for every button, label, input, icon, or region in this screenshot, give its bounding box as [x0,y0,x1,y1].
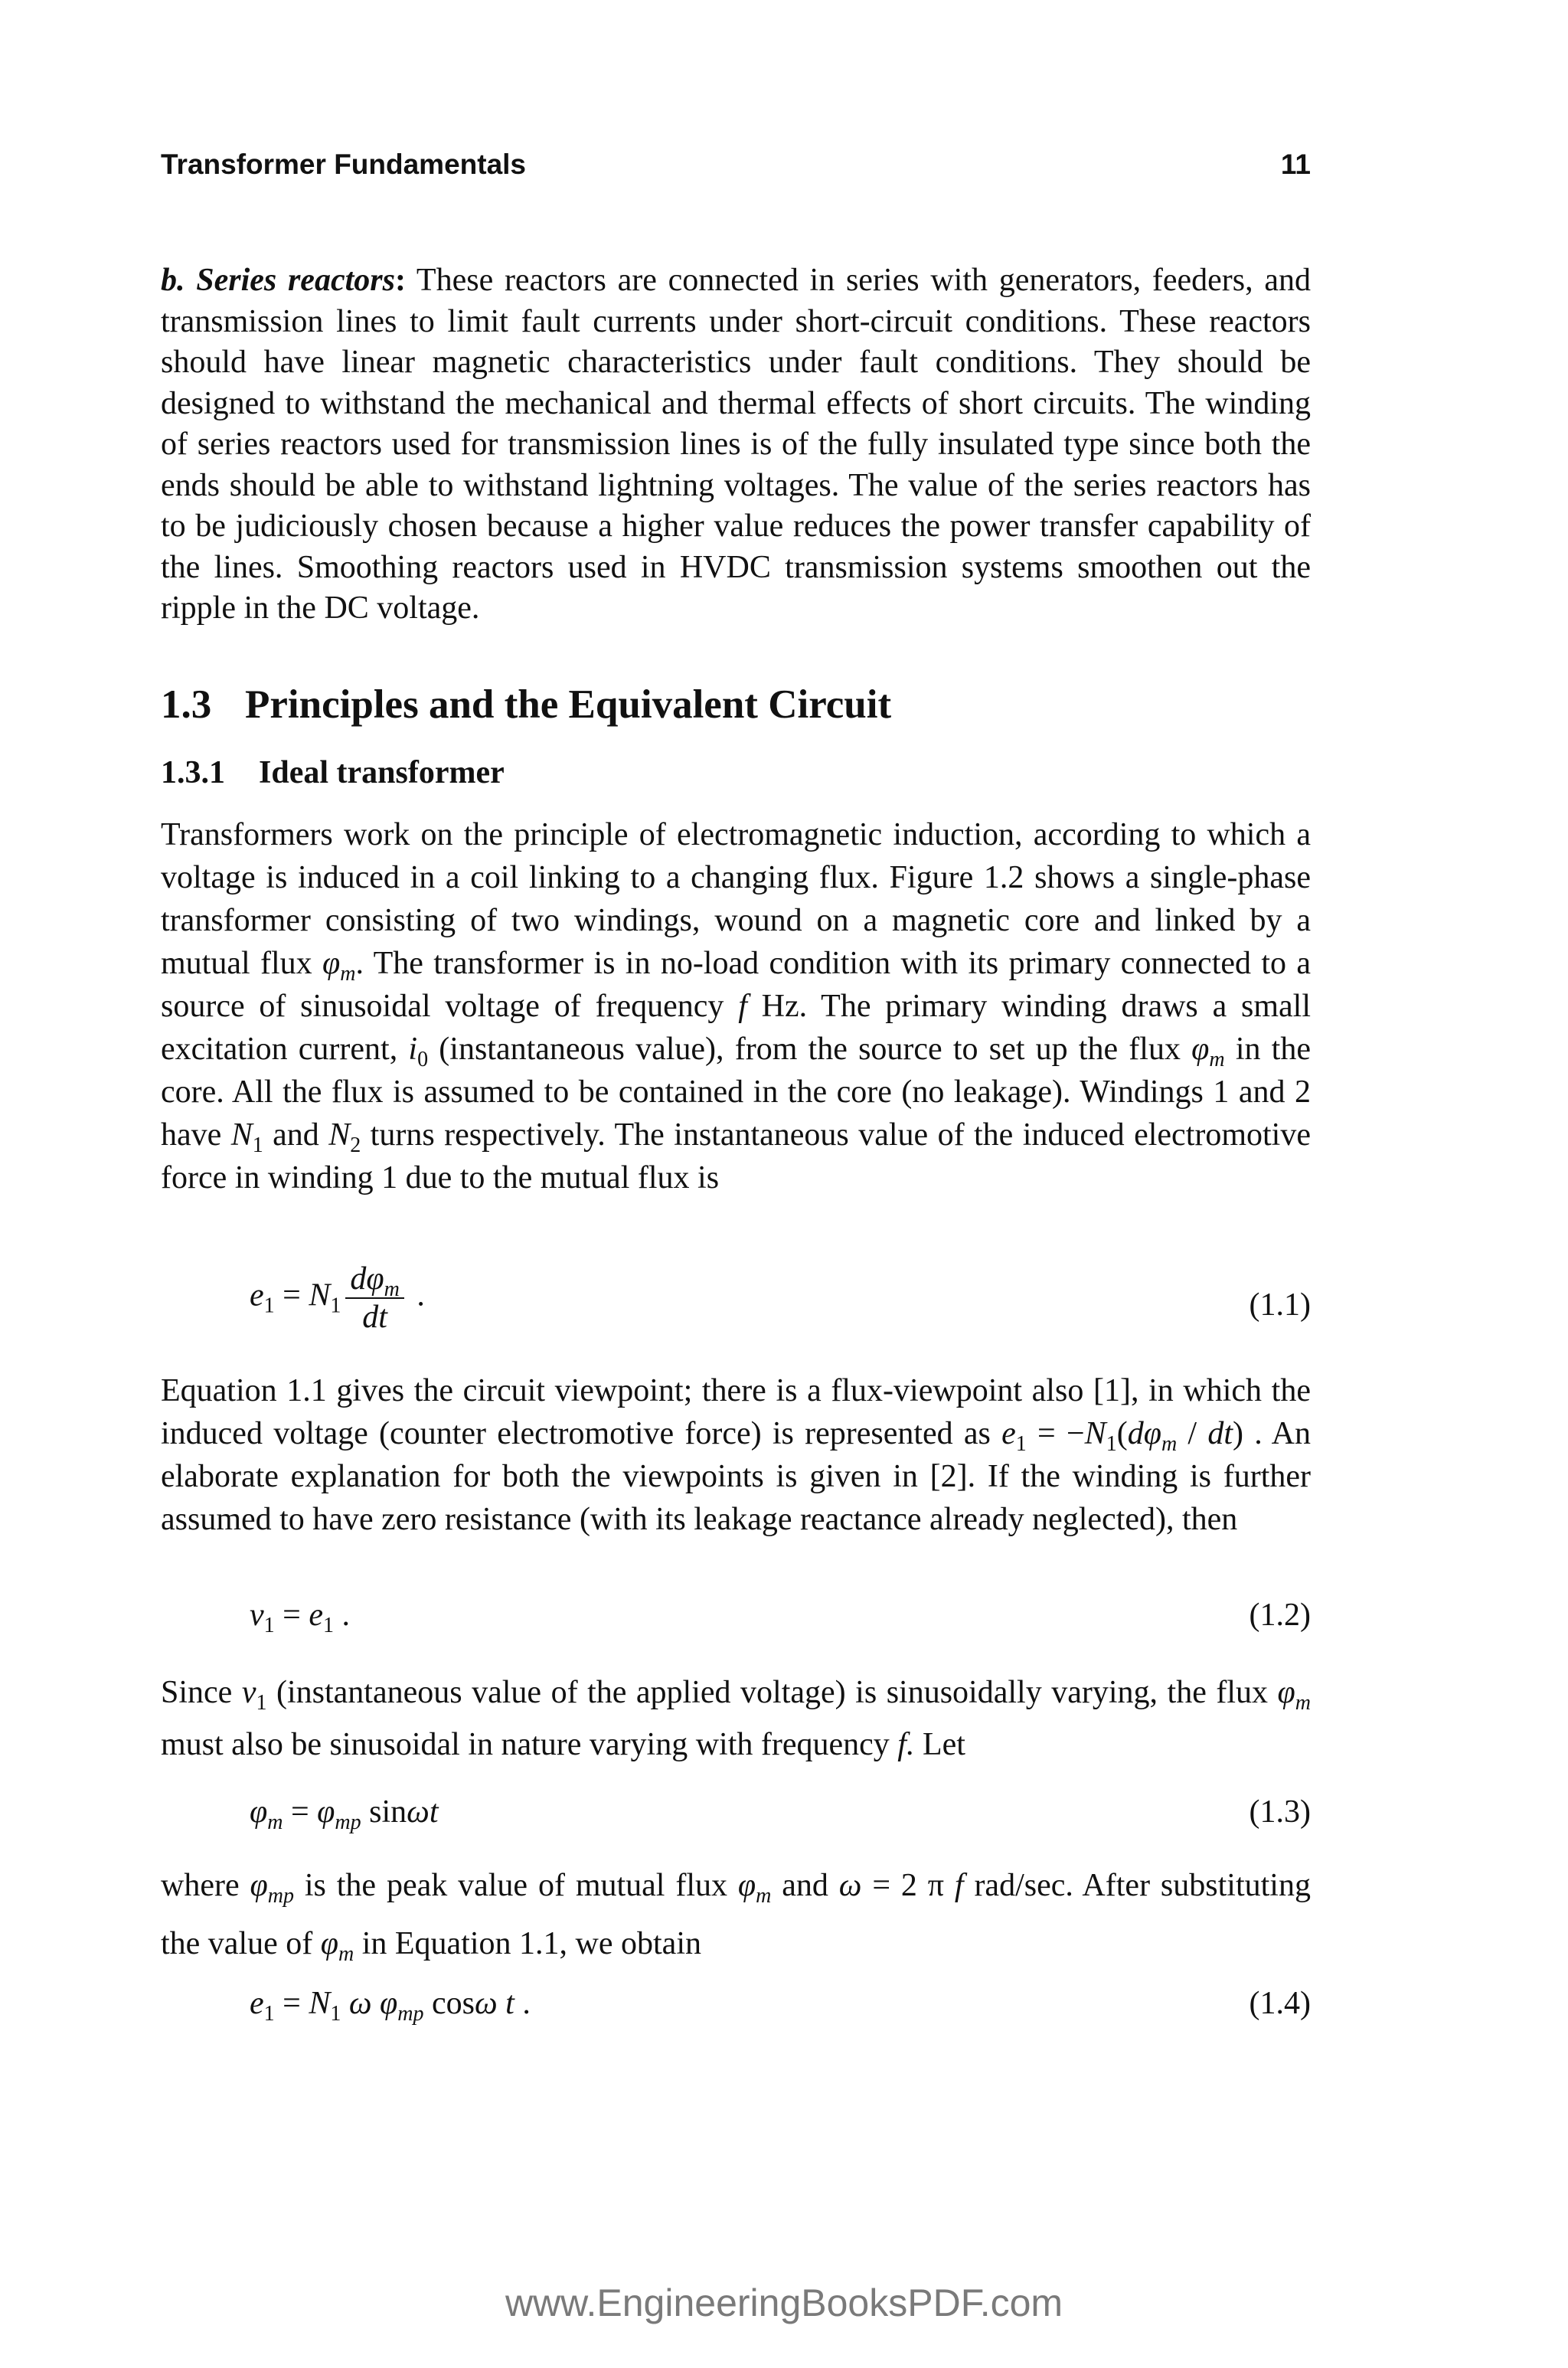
paragraph-since: Since $v_1$ (instantaneous value of the applied voltage) is sinusoidally varying, the flux $\varphi_m$ must also be sinusoidal in nature varying with frequency f. Let [161,1675,1311,1762]
subsection-number: 1.3.1 [161,755,225,790]
section-heading [161,682,891,728]
equation-number: (1.3) [1249,1794,1311,1830]
equation-1-3: $\varphi_m = \varphi_{mp}$ sinωt (1.3) [250,1794,1311,1834]
section-title: Principles and the Equivalent Circuit [245,682,892,727]
equation-number: (1.2) [1249,1598,1311,1633]
section-number: 1.3 [161,682,212,727]
running-header [161,149,1311,181]
page-number: 11 [1280,149,1311,180]
equation-number: (1.1) [1249,1287,1311,1323]
watermark-url: www.EngineeringBooksPDF.com [505,2281,1063,2324]
paragraph-series-reactors: b. Series reactors: These reactors are connected in series with generators, feeders, and transmission lines to limit fault currents under short-circuit conditions. These reactors should have linear magnetic characteristics under fault conditions. They should be designed to withstand the mechanical and thermal effects of short circuits. The winding of series reactors used for transmission lines is of the fully insulated type since both the ends should be able to withstand lightning voltages. The value of the series reactors has to be judiciously chosen because a higher value reduces the power transfer capability of the lines. Smoothing reactors used in HVDC transmission systems smoothen out the ripple in the DC voltage. [161,263,1311,626]
equation-1-2: $v_1 = e_1$ . (1.2) [250,1598,1311,1637]
equation-number: (1.4) [1249,1986,1311,2021]
equation-1-4: $e_1 = N_1$ ω $\varphi_{mp}$ cosω t . (1.4) [250,1986,1311,2026]
equation-1-1: $e_1 = N_1$ $\frac{d\varphi_m}{dt}$ . (1.1) [250,1261,1311,1335]
paragraph-where: where $\varphi_{mp}$ is the peak value of mutual flux $\varphi_m$ and ω = 2 π f rad/sec. After substituting the value of $\varphi_m$ in Equation 1.1, we obtain [161,1868,1311,1966]
derivative-fraction: $\frac{d\varphi_m}{dt}$ [345,1262,403,1334]
paragraph-viewpoint: Equation 1.1 gives the circuit viewpoint; there is a flux-viewpoint also [1], in which the induced voltage (counter electromotive force) is represented as $e_1 = -N_1(d\varphi_m / dt)$ . An elaborate explanation for both the viewpoints is given in [2]. If the winding is further assumed to have zero resistance (with its leakage reactance already neglected), then [161,1373,1312,1537]
term-series-reactors: b. Series reactors [161,263,395,298]
subsection-title: Ideal transformer [259,755,505,790]
subsection-heading [161,754,505,791]
running-title: Transformer Fundamentals [161,149,527,180]
paragraph-ideal-transformer: Transformers work on the principle of electromagnetic induction, according to which a voltage is induced in a coil linking to a changing flux. Figure 1.2 shows a single-phase transformer consisting of two windings, wound on a magnetic core and linked by a mutual flux $\varphi_m$. The transformer is in no-load condition with its primary connected to a source of sinusoidal voltage of frequency f Hz. The primary winding draws a small excitation current, $i_0$ (instantaneous value), from the source to set up the flux $\varphi_m$ in the core. All the flux is assumed to be contained in the core (no leakage). Windings 1 and 2 have $N_1$ and $N_2$ turns respectively. The instantaneous value of the induced electromotive force in winding 1 due to the mutual flux is [161,817,1311,1195]
